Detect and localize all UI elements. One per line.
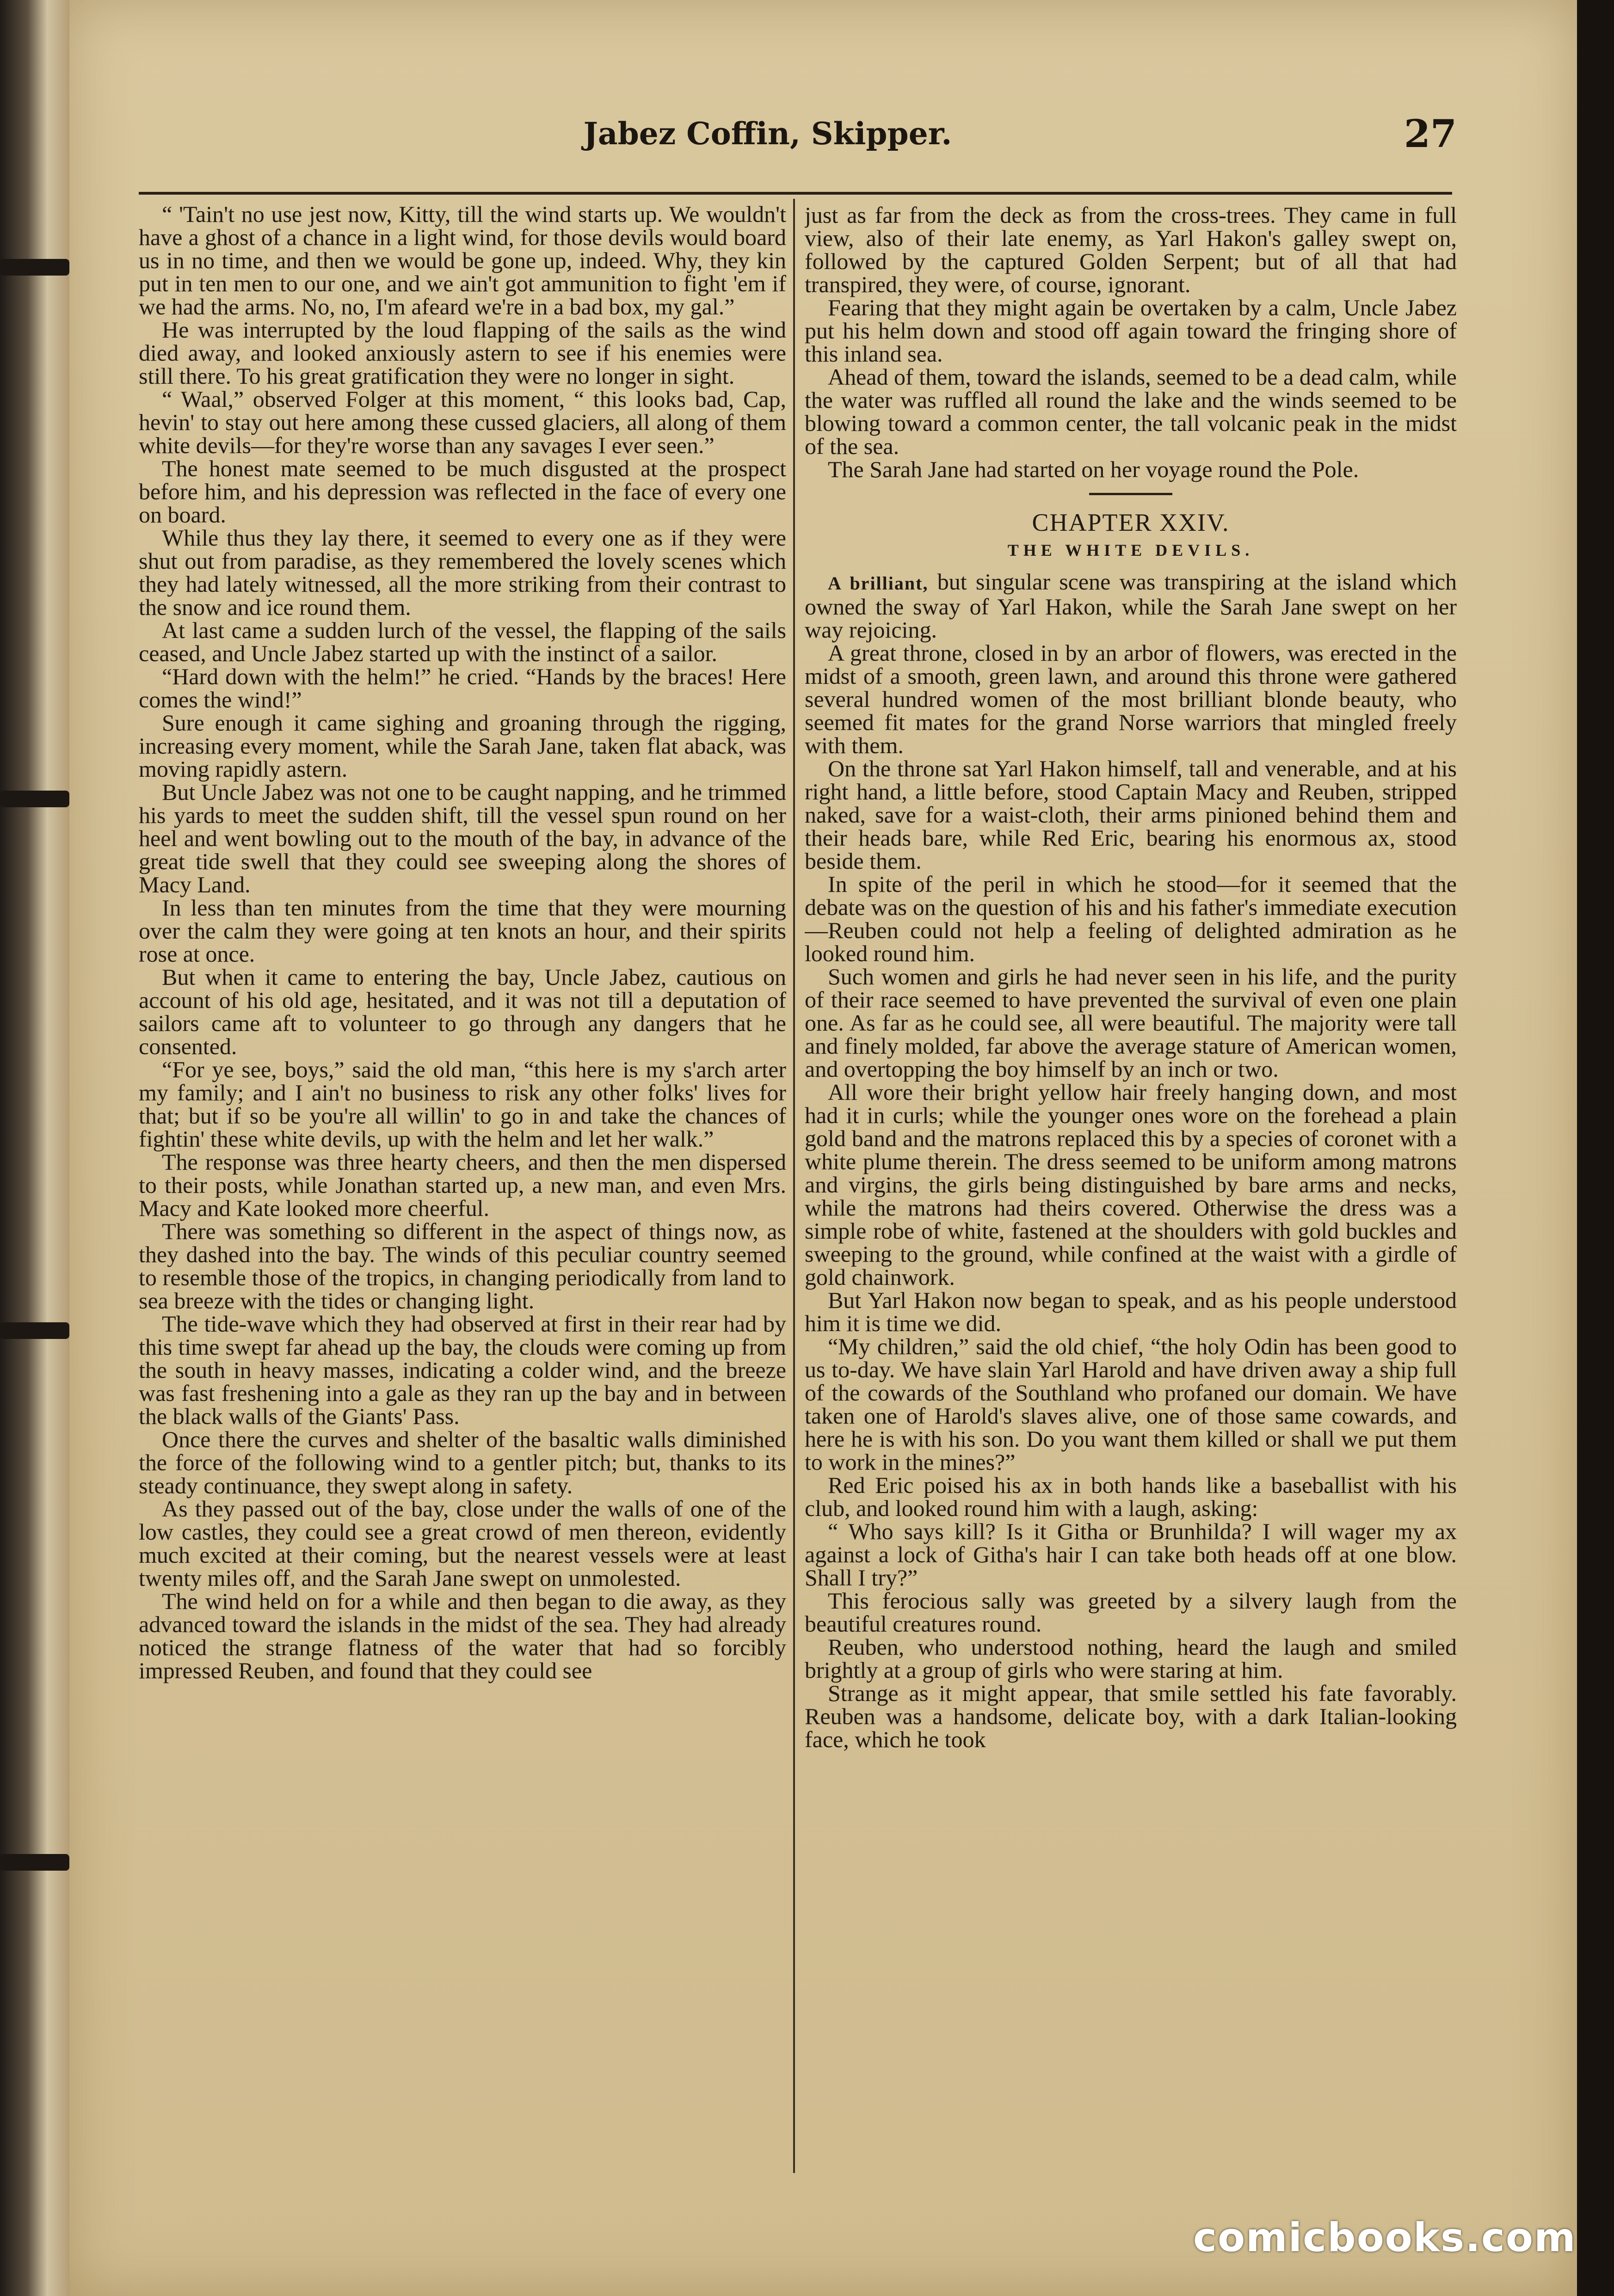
paragraph: Sure enough it came sighing and groaning through the rigging, increasing every moment, while the Sarah Jane, taken flat aback, was moving rapidly astern. <box>139 710 786 782</box>
page-number: 27 <box>1404 112 1457 156</box>
paragraph: There was something so different in the aspect of things now, as they dashed into the bay. The winds of this peculiar country seemed to resemble those of the tropics, in changing periodically from land to sea breeze with the tides or changing light. <box>139 1218 786 1314</box>
paragraph: A great throne, closed in by an arbor of flowers, was erected in the midst of a smooth, green lawn, and around this throne were gathered several hundred women of the most brilliant blonde beauty, who seemed fit mates for the grand Norse warriors that mingled freely with them. <box>805 640 1457 758</box>
paragraph: But when it came to entering the bay, Uncle Jabez, cautious on account of his old age, hesitated, and it was not till a deputation of sailors came aft to volunteer to go through any dangers that he consented. <box>139 964 786 1059</box>
book-spine-binding <box>0 0 79 2296</box>
chapter-title: CHAPTER XXIV. <box>1032 509 1230 536</box>
running-title: Jabez Coffin, Skipper. <box>583 116 952 152</box>
section-rule <box>1089 493 1172 495</box>
paragraph: But Uncle Jabez was not one to be caught napping, and he trimmed his yards to meet the sudden shift, till the vessel spun round on her heel and went bowling out to the mouth of the bay, in advance of the great tide swell that they could see sweeping along the shores of Macy Land. <box>139 779 786 897</box>
binding-stitch <box>0 259 69 276</box>
chapter-opening-paragraph <box>805 570 1457 641</box>
paragraph: Red Eric poised his ax in both hands like a baseballist with his club, and looked round him with a laugh, asking: <box>805 1472 1457 1521</box>
paragraph: “For ye see, boys,” said the old man, “this here is my s'arch arter my family; and I ain't no business to risk any other folks' lives for that; but if so be you're all willin' to go in and take the chances of fightin' these white devils, up with the helm and let her walk.” <box>139 1056 786 1152</box>
paragraph: Reuben, who understood nothing, heard the laugh and smiled brightly at a group of girls who were staring at him. <box>805 1634 1457 1683</box>
header-rule <box>139 192 1452 195</box>
paragraph: The response was three hearty cheers, and then the men dispersed to their posts, while Jonathan started up, a new man, and even Mrs. Macy and Kate looked more cheerful. <box>139 1149 786 1221</box>
paragraph: In less than ten minutes from the time that they were mourning over the calm they were going at ten knots an hour, and their spirits rose at once. <box>139 895 786 967</box>
column-divider <box>793 199 795 2173</box>
paragraph: This ferocious sally was greeted by a silvery laugh from the beautiful creatures round. <box>805 1588 1457 1637</box>
paragraph: As they passed out of the bay, close under the walls of one of the low castles, they could see a great crowd of men thereon, evidently much excited at their coming, but the nearest vessels were at least twenty miles off, and the Sarah Jane swept on unmolested. <box>139 1496 786 1591</box>
paragraph: “ Who says kill? Is it Githa or Brunhilda? I will wager my ax against a lock of Githa's hair I can take both heads off at one blow. Shall I try?” <box>805 1518 1457 1590</box>
paragraph: The tide-wave which they had observed at first in their rear had by this time swept far ahead up the bay, the clouds were coming up from the south in heavy masses, indicating a colder wind, and the breeze was fast freshening into a gale as they ran up the bay and in between the black walls of the Giants' Pass. <box>139 1311 786 1429</box>
page-edge-shadow <box>1577 0 1614 2296</box>
paragraph: But Yarl Hakon now began to speak, and as his people understood him it is time we did. <box>805 1287 1457 1336</box>
binding-stitch <box>0 791 69 807</box>
paragraph: just as far from the deck as from the cross-trees. They came in full view, also of their late enemy, as Yarl Hakon's galley swept on, followed by the captured Golden Serpent; but of all that had transpired, they were, of course, ignorant. <box>805 203 1457 297</box>
paragraph: In spite of the peril in which he stood—for it seemed that the debate was on the question of his and his father's immediate execution—Reuben could not help a feeling of delighted admiration as he looked round him. <box>805 871 1457 966</box>
paragraph: “My children,” said the old chief, “the holy Odin has been good to us to-day. We have slain Yarl Harold and have driven away a ship full of the cowards of the Southland who profaned our domain. We have taken one of Harold's slaves alive, one of those same cowards, and here he is with his son. Do you want them killed or shall we put them to work in the mines?” <box>805 1333 1457 1475</box>
paragraph: Ahead of them, toward the islands, seemed to be a dead calm, while the water was ruffled all round the lake and the winds seemed to be blowing toward a common center, the tall volcanic peak in the midst of the sea. <box>805 364 1457 459</box>
chapter-subtitle: THE WHITE DEVILS. <box>1007 541 1254 559</box>
paragraph: At last came a sudden lurch of the vessel, the flapping of the sails ceased, and Uncle Jabez started up with the instinct of a sailor. <box>139 617 786 666</box>
opening-words: A brilliant, <box>828 573 929 594</box>
opening-text: but singular scene was transpiring at the island which owned the sway of Yarl Hakon, while the Sarah Jane swept on her way rejoicing. <box>805 569 1457 643</box>
paragraph: Such women and girls he had never seen in his life, and the purity of their race seemed to have prevented the survival of even one plain one. As far as he could see, all were beautiful. The majority were tall and finely molded, far above the average stature of American women, and overtopping the boy himself by an inch or two. <box>805 964 1457 1082</box>
binding-stitch <box>0 1322 69 1339</box>
binding-stitch <box>0 1854 69 1871</box>
paragraph: “ Waal,” observed Folger at this moment, “ this looks bad, Cap, hevin' to stay out here among these cussed glaciers, all along of them white devils—for they're worse than any savages I ever seen.” <box>139 386 786 458</box>
paragraph: The wind held on for a while and then began to die away, as they advanced toward the islands in the midst of the sea. They had already noticed the strange flatness of the water that had so forcibly impressed Reuben, and found that they could see <box>139 1588 786 1683</box>
watermark: comicbooks.com <box>1193 2215 1577 2261</box>
paragraph: Strange as it might appear, that smile settled his fate favorably. Reuben was a handsome, delicate boy, with a dark Italian-looking face, which he took <box>805 1680 1457 1752</box>
paragraph: “ 'Tain't no use jest now, Kitty, till the wind starts up. We wouldn't have a ghost of a chance in a light wind, for those devils would board us in no time, and then we would be gone up, indeed. Why, they kin put in ten men to our one, and we ain't got ammunition to fight 'em if we had the arms. No, no, I'm afeard we're in a bad box, my gal.” <box>139 203 786 319</box>
paragraph: While thus they lay there, it seemed to every one as if they were shut out from paradise, as they remembered the lovely scenes which they had lately witnessed, all the more striking from their contrast to the snow and ice round them. <box>139 525 786 620</box>
paragraph: All wore their bright yellow hair freely hanging down, and most had it in curls; while the younger ones wore on the forehead a plain gold band and the matrons replaced this by a species of coronet with a white plume therein. The dress seemed to be uniform among matrons and virgins, the girls being distinguished by bare arms and necks, while the matrons had theirs covered. Otherwise the dress was a simple robe of white, fastened at the shoulders with gold buckles and sweeping to the ground, while confined at the waist with a girdle of gold chainwork. <box>805 1079 1457 1290</box>
right-column <box>805 203 1457 2192</box>
paragraph: He was interrupted by the loud flapping of the sails as the wind died away, and looked anxiously astern to see if his enemies were still there. To his great gratification they were no longer in sight. <box>139 317 786 389</box>
paragraph: Fearing that they might again be overtaken by a calm, Uncle Jabez put his helm down and stood off again toward the fringing shore of this inland sea. <box>805 295 1457 367</box>
paragraph: “Hard down with the helm!” he cried. “Hands by the braces! Here comes the wind!” <box>139 663 786 712</box>
paragraph: The Sarah Jane had started on her voyage round the Pole. <box>828 456 1359 482</box>
page-header <box>79 112 1457 166</box>
paragraph: On the throne sat Yarl Hakon himself, tall and venerable, and at his right hand, a little before, stood Captain Macy and Reuben, stripped naked, save for a waist-cloth, their arms pinioned behind them and their heads bare, while Red Eric, bearing his enormous ax, stood beside them. <box>805 755 1457 874</box>
left-column <box>139 203 786 2191</box>
paragraph: Once there the curves and shelter of the basaltic walls diminished the force of the following wind to a gentler pitch; but, thanks to its steady continuance, they swept along in safety. <box>139 1426 786 1498</box>
paragraph: The honest mate seemed to be much disgusted at the prospect before him, and his depression was reflected in the face of every one on board. <box>139 455 786 528</box>
